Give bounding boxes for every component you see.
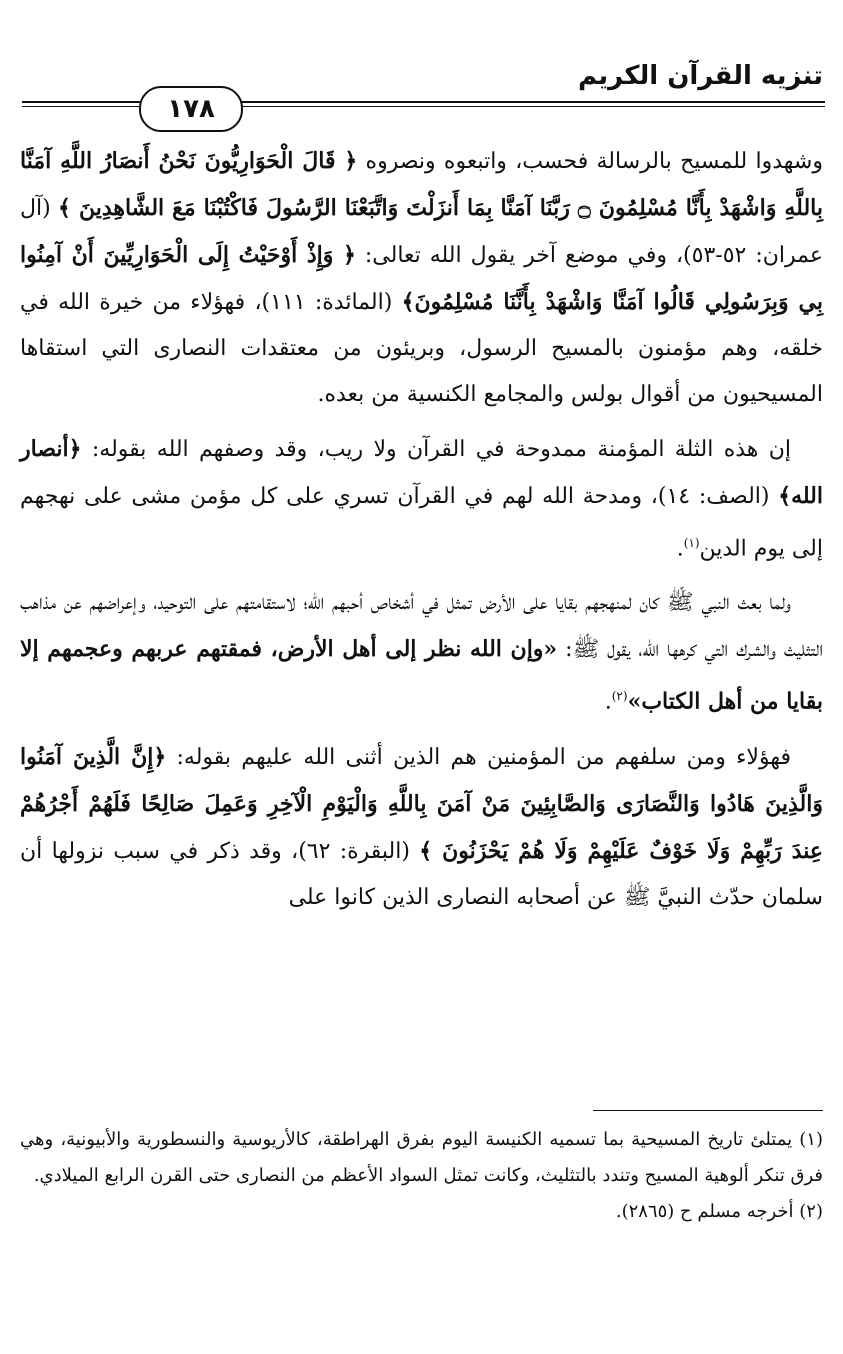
running-head-title: تنزيه القرآن الكريم <box>578 61 823 91</box>
p3-text-1: ولما بعث النبي ﷺ كان لمنهجهم بقايا على الأرض تمثل في أشخاص أحبهم الله؛ لاستقامتهم على التوحيد، وإعراضهم عن مذاهب التثليث والشرك التي كرهها الله، يقول ﷺ: <box>20 590 823 663</box>
footnote-2: (٢) أخرجه مسلم ح (٢٨٦٥). <box>615 1201 823 1222</box>
quran-verse-al-baqarah: ﴿إِنَّ الَّذِينَ آمَنُوا وَالَّذِينَ هَادُوا وَالنَّصَارَى وَالصَّابِئِينَ مَنْ آمَنَ بِاللَّهِ وَالْيَوْمِ الْآخِرِ وَعَمِلَ صَالِحًا فَلَهُمْ أَجْرُهُمْ عِندَ رَبِّهِمْ وَلَا خَوْفٌ عَلَيْهِمْ وَلَا هُمْ يَحْزَنُونَ ﴾ <box>20 743 823 864</box>
page-number-frame <box>139 86 243 132</box>
footnote-ref-1: (١) <box>683 536 700 550</box>
p3-text-2: . <box>604 689 612 715</box>
paragraph-3 <box>20 580 823 725</box>
footnote-ref-2: (٢) <box>611 689 628 704</box>
body-text <box>20 138 823 929</box>
p2-text-1: إن هذه الثلة المؤمنة ممدوحة في القرآن ولا ريب، وقد وصفهم الله بقوله: <box>81 437 791 462</box>
p4-text-2: (البقرة: ٦٢)، وقد ذكر في سبب نزولها أن سلمان حدّث النبيَّ ﷺ عن أصحابه النصارى الذين كانوا على <box>20 838 823 910</box>
quran-verse-al-maidah: ﴿ وَإِذْ أَوْحَيْتُ إِلَى الْحَوَارِيِّينَ أَنْ آمِنُوا بِي وَبِرَسُولِي قَالُوا آمَنَّا وَاشْهَدْ بِأَنَّنَا مُسْلِمُونَ﴾ <box>20 242 823 315</box>
p1-text-3: (المائدة: ١١١)، فهؤلاء من خيرة الله في خلقه، وهم مؤمنون بالمسيح الرسول، وبريئون من معتقدات النصارى التي استقاها المسيحيون من أقوال بولس والمجامع الكنسية من بعده. <box>20 290 823 407</box>
paragraph-2 <box>20 426 823 572</box>
p4-text-1: فهؤلاء ومن سلفهم من المؤمنين هم الذين أثنى الله عليهم بقوله: <box>166 744 791 770</box>
p1-text-1: وشهدوا للمسيح بالرسالة فحسب، واتبعوه ونصروه <box>357 149 823 174</box>
quran-phrase-ansar-allah: ﴿أنصار الله﴾ <box>20 436 823 509</box>
paragraph-4 <box>20 734 823 921</box>
footnote-separator <box>593 1110 823 1111</box>
footnote-1: (١) يمتلئ تاريخ المسيحية بما تسميه الكنيسة اليوم بفرق الهراطقة، كالأريوسية والنسطورية والأبيونية، وهي فرق تنكر ألوهية المسيح وتندد بالتثليث، وكانت تمثل السواد الأعظم من النصارى حتى القرن الرابع الميلادي. <box>20 1129 823 1186</box>
p2-text-2: (الصف: ١٤)، ومدحة الله لهم في القرآن تسري على كل مؤمن مشى على نهجهم إلى يوم الدين <box>20 484 823 562</box>
hadith-quote: «وإن الله نظر إلى أهل الأرض، فمقتهم عربهم وعجمهم إلا بقايا من أهل الكتاب» <box>20 636 823 715</box>
paragraph-1 <box>20 138 823 418</box>
quran-verse-al-imran: ﴿ قَالَ الْحَوَارِيُّونَ نَحْنُ أَنصَارُ اللَّهِ آمَنَّا بِاللَّهِ وَاشْهَدْ بِأَنَّا مُسْلِمُونَ ۝ رَبَّنَا آمَنَّا بِمَا أَنزَلْتَ وَاتَّبَعْنَا الرَّسُولَ فَاكْتُبْنَا مَعَ الشَّاهِدِينَ ﴾ <box>20 148 823 221</box>
footnotes <box>20 1122 823 1230</box>
p2-text-3: . <box>676 536 684 562</box>
p1-text-2: (آل عمران: ٥٢-٥٣)، وفي موضع آخر يقول الله تعالى: <box>20 196 823 268</box>
page-number: ١٧٨ <box>167 94 215 124</box>
